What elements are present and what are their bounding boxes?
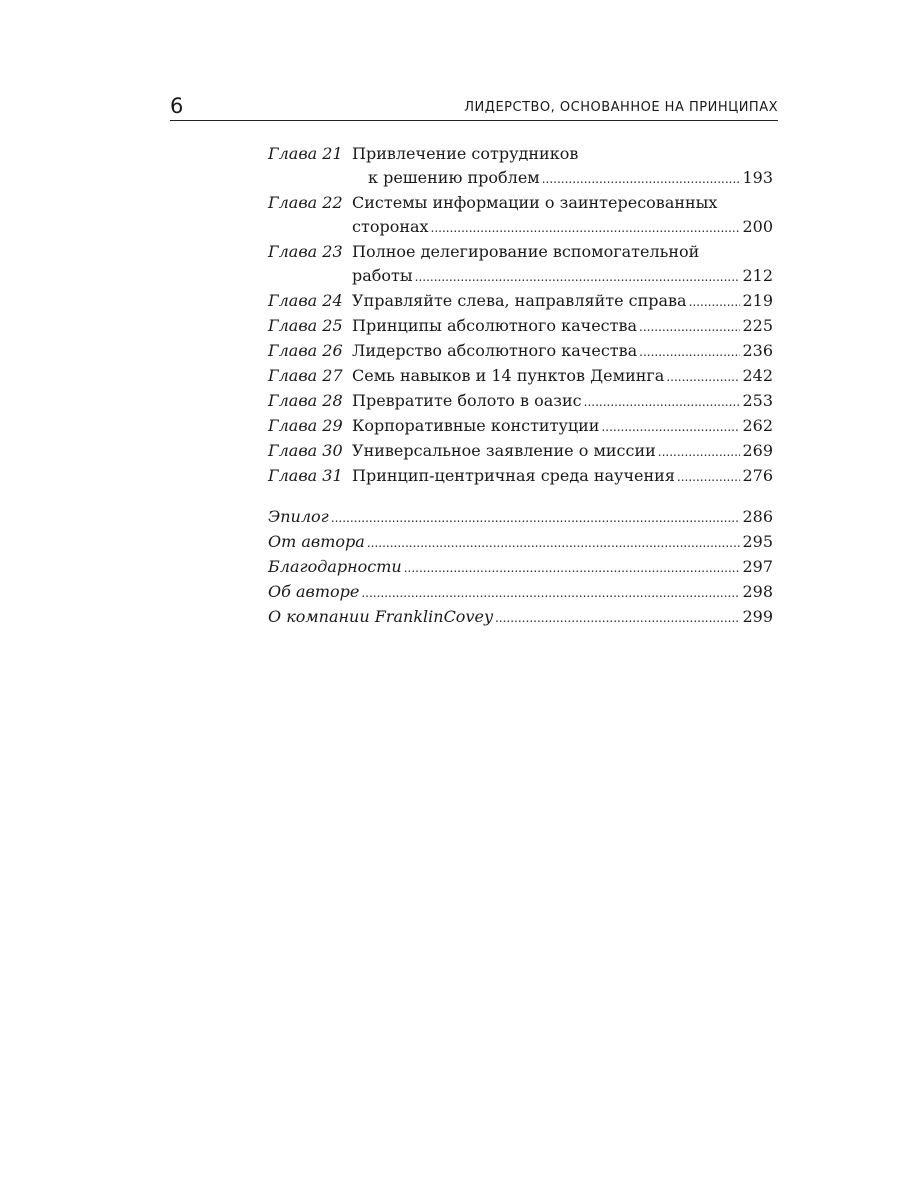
chapter-label: Глава 27: [268, 366, 343, 385]
dot-leader: [601, 415, 740, 439]
chapter-title: Корпоративные конституции: [352, 416, 600, 435]
dot-leader: [404, 556, 741, 580]
dot-leader: [542, 167, 741, 191]
page-header: [170, 94, 778, 121]
toc-entry-chapter-26[interactable]: [268, 339, 773, 364]
dot-leader: [677, 465, 741, 489]
chapter-label: Глава 25: [268, 316, 343, 335]
chapter-title: Семь навыков и 14 пунктов Деминга: [352, 366, 665, 385]
dot-leader: [666, 365, 740, 389]
toc-entry-epilogue[interactable]: [268, 505, 773, 530]
dot-leader: [331, 506, 741, 530]
back-matter-title: Благодарности: [268, 557, 402, 576]
chapter-title: Управляйте слева, направляйте справа: [352, 291, 687, 310]
page-ref: 269: [742, 441, 773, 460]
toc-entry-acknowledgements[interactable]: [268, 555, 773, 580]
back-matter-title: О компании FranklinCovey: [268, 607, 493, 626]
chapter-label: Глава 21: [268, 144, 343, 163]
page-ref: 298: [742, 582, 773, 601]
chapter-label: Глава 24: [268, 291, 343, 310]
dot-leader: [689, 290, 741, 314]
toc-entry-chapter-31[interactable]: [268, 464, 773, 489]
toc-entry-chapter-24[interactable]: [268, 289, 773, 314]
chapter-title: Превратите болото в оазис: [352, 391, 582, 410]
toc-entry-from-author[interactable]: [268, 530, 773, 555]
chapter-title-continued: сторонах: [352, 217, 429, 236]
section-gap: [268, 489, 773, 505]
page-ref: 297: [742, 557, 773, 576]
chapter-title: Принципы абсолютного качества: [352, 316, 638, 335]
toc-entry-about-author[interactable]: [268, 580, 773, 605]
chapter-label: Глава 31: [268, 466, 343, 485]
chapter-label: Глава 30: [268, 441, 343, 460]
toc-entry-chapter-29[interactable]: [268, 414, 773, 439]
back-matter-title: Об авторе: [268, 582, 360, 601]
toc-entry-chapter-30[interactable]: [268, 439, 773, 464]
chapter-label: Глава 22: [268, 193, 343, 212]
page-ref: 276: [742, 466, 773, 485]
chapter-label: Глава 28: [268, 391, 343, 410]
page-ref: 299: [742, 607, 773, 626]
page-ref: 286: [742, 507, 773, 526]
toc-entry-about-company[interactable]: [268, 605, 773, 630]
page-ref: 212: [742, 266, 773, 285]
dot-leader: [584, 390, 741, 414]
chapter-label: Глава 26: [268, 341, 343, 360]
dot-leader: [361, 581, 740, 605]
toc-entry-chapter-27[interactable]: [268, 364, 773, 389]
toc-entry-chapter-22[interactable]: [268, 191, 773, 240]
page-ref: 295: [742, 532, 773, 551]
page-ref: 262: [742, 416, 773, 435]
page-ref: 242: [742, 366, 773, 385]
chapter-title: Принцип-центричная среда научения: [352, 466, 675, 485]
page-ref: 236: [742, 341, 773, 360]
dot-leader: [639, 340, 740, 364]
chapter-label: Глава 29: [268, 416, 343, 435]
page-ref: 193: [742, 168, 773, 187]
chapter-label: Глава 23: [268, 242, 343, 261]
dot-leader: [639, 315, 740, 339]
chapter-title: Привлечение сотрудников: [352, 144, 579, 163]
chapter-title: Лидерство абсолютного качества: [352, 341, 638, 360]
chapter-title-continued: работы: [352, 266, 413, 285]
toc-entry-chapter-28[interactable]: [268, 389, 773, 414]
running-title: ЛИДЕРСТВО, ОСНОВАННОЕ НА ПРИНЦИПАХ: [464, 100, 778, 115]
chapter-title-continued: к решению проблем: [368, 168, 540, 187]
dot-leader: [495, 606, 740, 630]
toc-entry-chapter-25[interactable]: [268, 314, 773, 339]
chapter-title: Универсальное заявление о миссии: [352, 441, 656, 460]
toc-entry-chapter-23[interactable]: [268, 240, 773, 289]
back-matter-title: Эпилог: [268, 507, 329, 526]
page-number: 6: [170, 94, 184, 118]
dot-leader: [415, 265, 741, 289]
page-ref: 219: [742, 291, 773, 310]
page-ref: 253: [742, 391, 773, 410]
page-ref: 225: [742, 316, 773, 335]
chapter-title: Полное делегирование вспомогательной: [352, 242, 700, 261]
dot-leader: [367, 531, 741, 555]
toc-entry-chapter-21[interactable]: [268, 142, 773, 191]
dot-leader: [431, 216, 741, 240]
dot-leader: [658, 440, 741, 464]
page-ref: 200: [742, 217, 773, 236]
chapter-title: Системы информации о заинтересованных: [352, 193, 718, 212]
table-of-contents: [268, 142, 773, 630]
back-matter-title: От автора: [268, 532, 365, 551]
